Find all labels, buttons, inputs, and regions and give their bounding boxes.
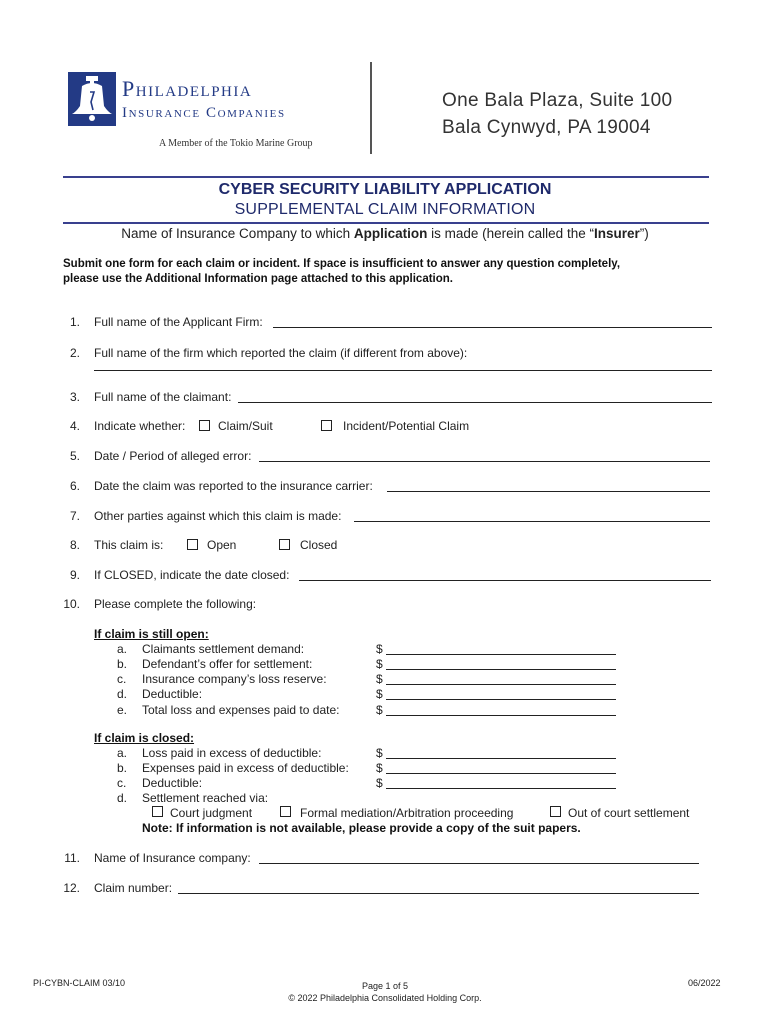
- q7-number: 7.: [69, 509, 80, 523]
- closed-item-letter: a.: [117, 746, 128, 760]
- court-judgment-checkbox[interactable]: [152, 806, 163, 817]
- court-judgment-label: Court judgment: [170, 806, 253, 820]
- open-item-label: Insurance company’s loss reserve:: [142, 672, 327, 686]
- insurer-text-insurer: Insurer: [593, 226, 640, 241]
- header-divider: [370, 62, 372, 154]
- closed-item-label: Settlement reached via:: [142, 791, 269, 805]
- currency-symbol: $: [376, 672, 383, 686]
- claim-number-field[interactable]: [178, 893, 699, 894]
- logo-company-subtitle: Insurance Companies: [122, 105, 286, 121]
- applicant-firm-field[interactable]: [273, 327, 712, 328]
- address-line-2: Bala Cynwyd, PA 19004: [442, 117, 651, 138]
- q8-number: 8.: [69, 538, 80, 552]
- instructions-line-1: Submit one form for each claim or incident. If space is insufficient to answer any question completely,: [63, 258, 621, 270]
- open-item-letter: a.: [117, 642, 128, 656]
- incident-potential-claim-label: Incident/Potential Claim: [343, 419, 470, 433]
- expenses-paid-field[interactable]: [386, 773, 616, 774]
- closed-item-letter: c.: [117, 776, 127, 790]
- q10-label: Please complete the following:: [94, 597, 257, 611]
- open-section-header: If claim is still open:: [94, 627, 209, 641]
- closed-section-header: If claim is closed:: [94, 731, 195, 745]
- incident-potential-claim-checkbox[interactable]: [321, 420, 332, 431]
- page-number: Page 1 of 5: [361, 981, 409, 991]
- closed-item-label: Loss paid in excess of deductible:: [142, 746, 322, 760]
- loss-paid-field[interactable]: [386, 758, 616, 759]
- copyright: © 2022 Philadelphia Consolidated Holding Corp.: [288, 993, 482, 1003]
- q2-number: 2.: [69, 346, 80, 360]
- other-parties-field[interactable]: [354, 521, 710, 522]
- out-of-court-label: Out of court settlement: [568, 806, 690, 820]
- claim-closed-label: Closed: [300, 538, 338, 552]
- open-item-label: Total loss and expenses paid to date:: [142, 703, 340, 717]
- mediation-arbitration-checkbox[interactable]: [280, 806, 291, 817]
- claim-open-label: Open: [207, 538, 237, 552]
- insurer-line: [0, 226, 770, 241]
- q12-label: Claim number:: [94, 881, 173, 895]
- defendant-offer-field[interactable]: [386, 669, 616, 670]
- open-item-letter: d.: [117, 687, 128, 701]
- q9-number: 9.: [69, 568, 80, 582]
- q11-number: 11.: [64, 851, 80, 865]
- company-logo: [64, 68, 316, 153]
- open-item-label: Claimants settlement demand:: [142, 642, 305, 656]
- q5-label: Date / Period of alleged error:: [94, 449, 252, 463]
- claimant-name-field[interactable]: [238, 402, 712, 403]
- insurer-text-application: Application: [353, 226, 428, 241]
- q5-number: 5.: [69, 449, 80, 463]
- closed-item-label: Expenses paid in excess of deductible:: [142, 761, 349, 775]
- logo-member-text: A Member of the Tokio Marine Group: [159, 138, 313, 149]
- title-top-rule: [63, 176, 709, 178]
- date-closed-field[interactable]: [299, 580, 711, 581]
- reporting-firm-field[interactable]: [94, 370, 712, 371]
- closed-item-label: Deductible:: [142, 776, 203, 790]
- instructions-line-2: please use the Additional Information page attached to this application.: [63, 273, 453, 285]
- alleged-error-date-field[interactable]: [259, 461, 710, 462]
- open-item-letter: b.: [117, 657, 128, 671]
- closed-item-letter: b.: [117, 761, 128, 775]
- insurer-text-2: is made (herein called the “: [427, 226, 594, 241]
- open-item-letter: c.: [117, 672, 127, 686]
- q9-label: If CLOSED, indicate the date closed:: [94, 568, 290, 582]
- currency-symbol: $: [376, 687, 383, 701]
- q8-label: This claim is:: [94, 538, 164, 552]
- open-deductible-field[interactable]: [386, 699, 616, 700]
- claim-closed-checkbox[interactable]: [279, 539, 290, 550]
- form-title: CYBER SECURITY LIABILITY APPLICATION: [218, 181, 552, 198]
- closed-item-letter: d.: [117, 791, 128, 805]
- open-item-letter: e.: [117, 703, 128, 717]
- q1-label: Full name of the Applicant Firm:: [94, 315, 263, 329]
- q7-label: Other parties against which this claim is made:: [94, 509, 342, 523]
- title-bottom-rule: [63, 222, 709, 224]
- suit-papers-note: Note: If information is not available, please provide a copy of the suit papers.: [142, 821, 581, 835]
- insurer-text-1: Name of Insurance Company to which: [121, 226, 354, 241]
- revision-date: 06/2022: [688, 978, 721, 988]
- open-item-label: Defendant’s offer for settlement:: [142, 657, 313, 671]
- claim-open-checkbox[interactable]: [187, 539, 198, 550]
- q3-label: Full name of the claimant:: [94, 390, 232, 404]
- q3-number: 3.: [69, 390, 80, 404]
- mediation-arbitration-label: Formal mediation/Arbitration proceeding: [300, 806, 514, 820]
- currency-symbol: $: [376, 657, 383, 671]
- logo-company-name: Philadelphia: [122, 76, 253, 101]
- currency-symbol: $: [376, 776, 383, 790]
- q2-label: Full name of the firm which reported the claim (if different from above):: [94, 346, 468, 360]
- q12-number: 12.: [63, 881, 80, 895]
- currency-symbol: $: [376, 642, 383, 656]
- form-id: PI-CYBN-CLAIM 03/10: [33, 978, 126, 988]
- insurer-text-3: ”): [639, 226, 649, 241]
- q6-number: 6.: [69, 479, 80, 493]
- address-line-1: One Bala Plaza, Suite 100: [442, 90, 673, 111]
- q6-label: Date the claim was reported to the insurance carrier:: [94, 479, 373, 493]
- q10-number: 10.: [63, 597, 80, 611]
- q4-number: 4.: [69, 419, 80, 433]
- out-of-court-checkbox[interactable]: [550, 806, 561, 817]
- closed-deductible-field[interactable]: [386, 788, 616, 789]
- total-loss-field[interactable]: [386, 715, 616, 716]
- liberty-bell-icon: [68, 72, 116, 126]
- settlement-demand-field[interactable]: [386, 654, 616, 655]
- currency-symbol: $: [376, 746, 383, 760]
- claim-reported-date-field[interactable]: [387, 491, 710, 492]
- currency-symbol: $: [376, 761, 383, 775]
- q11-label: Name of Insurance company:: [94, 851, 251, 865]
- q4-label: Indicate whether:: [94, 419, 186, 433]
- insurance-company-field[interactable]: [259, 863, 699, 864]
- currency-symbol: $: [376, 703, 383, 717]
- claim-suit-checkbox[interactable]: [199, 420, 210, 431]
- form-subtitle: SUPPLEMENTAL CLAIM INFORMATION: [234, 201, 536, 218]
- loss-reserve-field[interactable]: [386, 684, 616, 685]
- open-item-label: Deductible:: [142, 687, 203, 701]
- q1-number: 1.: [69, 315, 80, 329]
- claim-suit-label: Claim/Suit: [218, 419, 273, 433]
